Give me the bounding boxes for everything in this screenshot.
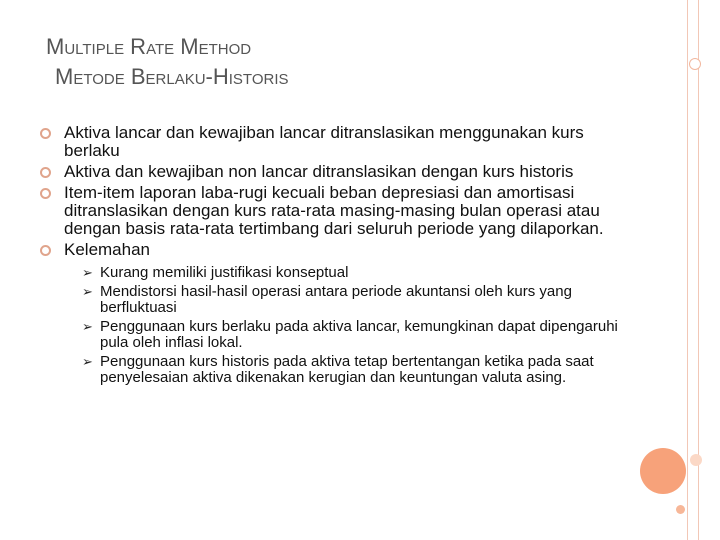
decorative-circle [689, 58, 701, 70]
bullet-item [40, 124, 640, 160]
title-line-1: Multiple Rate Method [46, 34, 252, 59]
bullet-text: Kelemahan [64, 240, 151, 259]
sub-bullet-item [68, 319, 640, 351]
circle-bullet-icon [40, 167, 51, 178]
bullet-list [40, 124, 640, 386]
bullet-text: Aktiva lancar dan kewajiban lancar ditranslasikan menggunakan kurs berlaku [64, 123, 584, 160]
decorative-circle [640, 448, 686, 494]
slide-title [46, 32, 289, 92]
circle-bullet-icon [40, 245, 51, 256]
arrowhead-bullet-icon: ➢ [82, 354, 93, 369]
bullet-item [40, 163, 640, 181]
bullet-text: Aktiva dan kewajiban non lancar ditranslasikan dengan kurs historis [64, 162, 574, 181]
arrowhead-bullet-icon: ➢ [82, 265, 93, 280]
circle-bullet-icon [40, 188, 51, 199]
decorative-rule [687, 0, 688, 540]
sub-bullet-item [68, 354, 640, 386]
arrowhead-bullet-icon: ➢ [82, 319, 93, 334]
circle-bullet-icon [40, 128, 51, 139]
decorative-circle [690, 454, 702, 466]
decorative-circle [676, 505, 685, 514]
sub-bullet-text: Kurang memiliki justifikasi konseptual [100, 264, 349, 281]
title-line-2: Metode Berlaku-Historis [55, 64, 289, 89]
sub-bullet-item [68, 265, 640, 281]
sub-bullet-list [68, 265, 640, 386]
sub-bullet-text: Mendistorsi hasil-hasil operasi antara periode akuntansi oleh kurs yang berfluktuasi [100, 283, 572, 316]
sub-bullet-text: Penggunaan kurs historis pada aktiva tetap bertentangan ketika pada saat penyelesaian aktiva dikenakan kerugian dan keuntungan valuta asing. [100, 353, 594, 386]
slide-body [40, 124, 640, 389]
arrowhead-bullet-icon: ➢ [82, 284, 93, 299]
bullet-text: Item-item laporan laba-rugi kecuali beban depresiasi dan amortisasi ditranslasikan dengan kurs rata-rata masing-masing bulan operasi atau dengan basis rata-rata tertimbang dari seluruh periode yang dilaporkan. [64, 183, 604, 238]
sub-bullet-item [68, 284, 640, 316]
bullet-item [40, 241, 640, 386]
bullet-item [40, 184, 640, 238]
sub-bullet-text: Penggunaan kurs berlaku pada aktiva lancar, kemungkinan dapat dipengaruhi pula oleh inflasi lokal. [100, 318, 618, 351]
